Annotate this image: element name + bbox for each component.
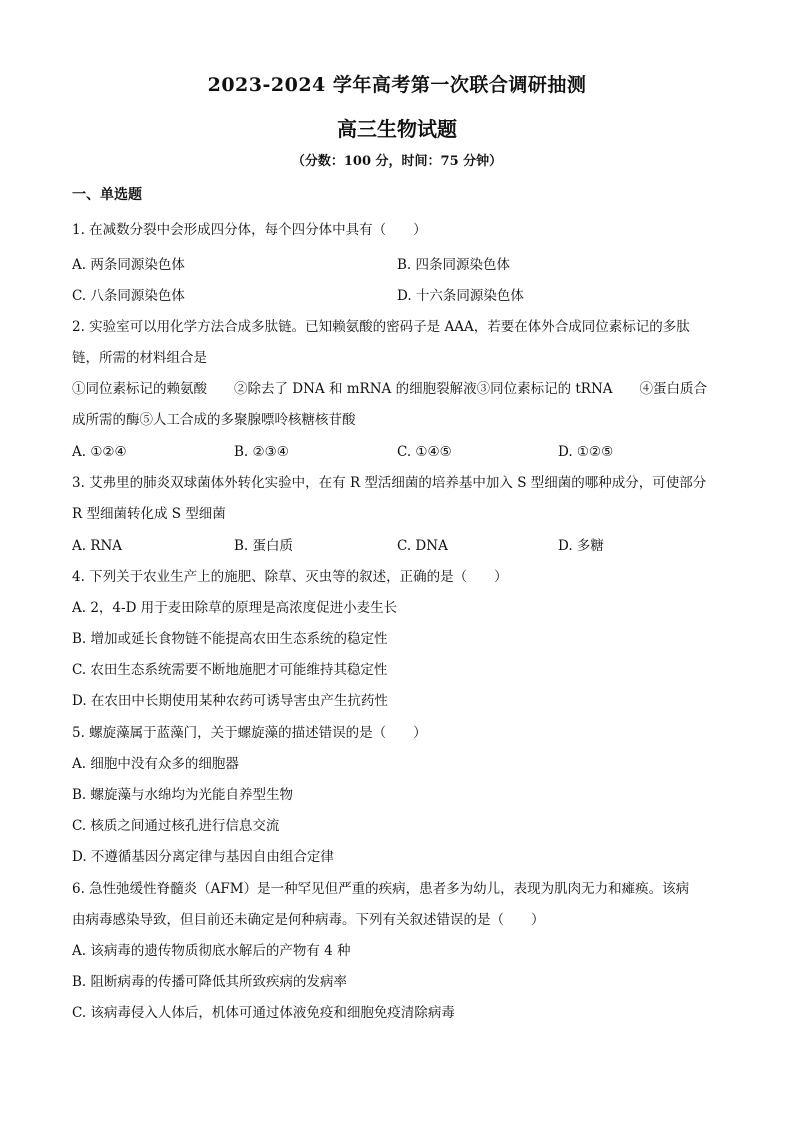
exam-title: 2023-2024 学年高考第一次联合调研抽测 (207, 74, 587, 96)
q4-option-c: C. 农田生态系统需要不断地施肥才可能维持其稳定性 (72, 662, 388, 678)
q5-option-c: C. 核质之间通过核孔进行信息交流 (72, 818, 280, 834)
q3-option-b: B. 蛋白质 (234, 538, 294, 554)
q6-option-a: A. 该病毒的遗传物质彻底水解后的产物有 4 种 (72, 943, 351, 959)
exam-meta: （分数：100 分，时间：75 分钟） (291, 154, 503, 169)
q3-option-d: D. 多糖 (558, 538, 604, 554)
question-6-stem-line-1: 6. 急性弛缓性脊髓炎（AFM）是一种罕见但严重的疾病，患者多为幼儿，表现为肌肉无力和瘫痪。该病 (72, 881, 690, 897)
q5-option-b: B. 螺旋藻与水绵均为光能自养型生物 (72, 787, 294, 803)
question-3-stem-line-2: R 型细菌转化成 S 型细菌 (72, 506, 226, 522)
q4-option-d: D. 在农田中长期使用某种农药可诱导害虫产生抗药性 (72, 693, 388, 709)
question-3-stem-line-1: 3. 艾弗里的肺炎双球菌体外转化实验中，在有 R 型活细菌的培养基中加入 S 型细菌的哪种成分，可使部分 (72, 475, 707, 491)
question-1-stem: 1. 在减数分裂中会形成四分体，每个四分体中具有（ ） (72, 222, 427, 238)
q6-option-b: B. 阻断病毒的传播可降低其所致疾病的发病率 (72, 974, 348, 990)
q2-option-a: A. ①②④ (72, 444, 127, 460)
question-4-stem: 4. 下列关于农业生产上的施肥、除草、灭虫等的叙述，正确的是（ ） (72, 569, 508, 585)
q3-option-a: A. RNA (72, 538, 123, 554)
exam-subtitle: 高三生物试题 (337, 117, 457, 141)
question-2-stem-line-2: 链，所需的材料组合是 (72, 350, 207, 366)
q3-option-c: C. DNA (397, 538, 448, 554)
q2-option-c: C. ①④⑤ (397, 444, 452, 460)
q1-option-c: C. 八条同源染色体 (72, 288, 185, 304)
question-6-stem-line-2: 由病毒感染导致，但目前还未确定是何种病毒。下列有关叙述错误的是（ ） (72, 912, 545, 928)
q1-option-b: B. 四条同源染色体 (397, 257, 511, 273)
q1-option-d: D. 十六条同源染色体 (397, 288, 524, 304)
q2-option-d: D. ①②⑤ (558, 444, 614, 460)
question-2-stem-line-4: 成所需的酶⑤人工合成的多聚腺嘌呤核糖核苷酸 (72, 412, 356, 428)
q5-option-a: A. 细胞中没有众多的细胞器 (72, 756, 239, 772)
question-5-stem: 5. 螺旋藻属于蓝藻门，关于螺旋藻的描述错误的是（ ） (72, 725, 427, 741)
question-2-stem-line-3: ①同位素标记的赖氨酸 ②除去了 DNA 和 mRNA 的细胞裂解液③同位素标记的 tRNA ④蛋白质合 (72, 381, 708, 397)
q1-option-a: A. 两条同源染色体 (72, 257, 185, 273)
q4-option-a: A. 2，4-D 用于麦田除草的原理是高浓度促进小麦生长 (72, 600, 398, 616)
section-heading: 一、单选题 (72, 187, 142, 203)
q2-option-b: B. ②③④ (234, 444, 289, 460)
q4-option-b: B. 增加或延长食物链不能提高农田生态系统的稳定性 (72, 631, 388, 647)
question-2-stem-line-1: 2. 实验室可以用化学方法合成多肽链。已知赖氨酸的密码子是 AAA，若要在体外合成同位素标记的多肽 (72, 319, 690, 335)
q5-option-d: D. 不遵循基因分离定律与基因自由组合定律 (72, 849, 334, 865)
q6-option-c: C. 该病毒侵入人体后，机体可通过体液免疫和细胞免疫清除病毒 (72, 1005, 455, 1021)
